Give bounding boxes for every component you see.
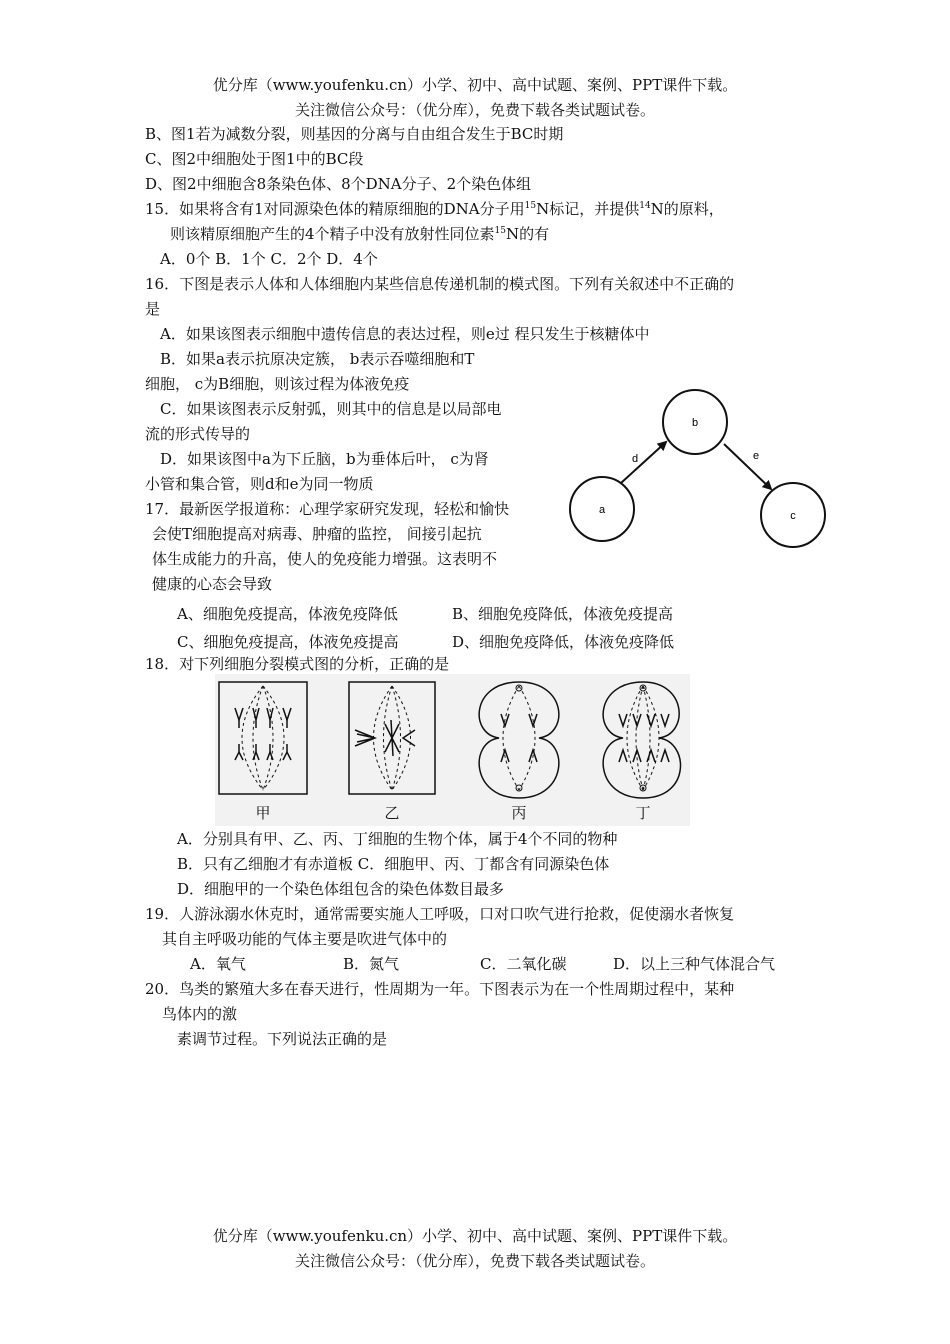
q18-option-a: A．分别具有甲、乙、丙、丁细胞的生物个体，属于4个不同的物种 (177, 830, 618, 848)
q19-stem-line-1: 19．人游泳溺水休克时，通常需要实施人工呼吸，口对口吹气进行抢救，促使溺水者恢复 (145, 905, 735, 923)
q17-option-b: B、细胞免疫降低，体液免疫提高 (452, 605, 674, 623)
header-line-2: 关注微信公众号：（优分库），免费下载各类试题试卷。 (294, 101, 655, 119)
q19-option-a: A．氧气 (190, 955, 246, 973)
footer-line-1: 优分库（www.youfenku.cn）小学、初中、高中试题、案例、PPT课件下载。 (212, 1227, 738, 1245)
label-e: e (752, 450, 760, 462)
q16-option-b-line-2: 细胞， c为B细胞，则该过程为体液免疫 (145, 375, 410, 393)
q17-stem-line-4: 健康的心态会导致 (152, 575, 273, 593)
q18-option-bc: B．只有乙细胞才有赤道板 C．细胞甲、丙、丁都含有同源染色体 (177, 855, 610, 873)
q16-option-c-line-1: C．如果该图表示反射弧，则其中的信息是以局部电 (160, 400, 502, 418)
q16-option-d-line-1: D．如果该图中a为下丘脑，b为垂体后叶， c为肾 (160, 450, 489, 468)
footer-line-2: 关注微信公众号：（优分库），免费下载各类试题试卷。 (294, 1252, 655, 1270)
arrow-d (621, 442, 666, 483)
q18-stem: 18．对下列细胞分裂模式图的分析，正确的是 (145, 655, 450, 673)
label-d: d (631, 453, 639, 465)
q18-option-d: D．细胞甲的一个染色体组包含的染色体数目最多 (177, 880, 505, 898)
q16-option-d-line-2: 小管和集合管，则d和e为同一物质 (145, 475, 374, 493)
arrow-e (724, 444, 771, 489)
q15-stem-line-2: 则该精原细胞产生的4个精子中没有放射性同位素$^{15}$N的有 (170, 225, 550, 243)
q17-stem-line-3: 体生成能力的升高，使人的免疫能力增强。这表明不 (152, 550, 498, 568)
q17-option-d: D、细胞免疫降低，体液免疫降低 (452, 633, 675, 651)
q17-option-c: C、细胞免疫提高，体液免疫提高 (177, 633, 399, 651)
q16-stem-line-2: 是 (145, 300, 161, 318)
q20-stem-line-2: 鸟体内的激 (162, 1005, 238, 1023)
q20-stem-line-1: 20．鸟类的繁殖大多在春天进行，性周期为一年。下图表示为在一个性周期过程中，某种 (145, 980, 735, 998)
q14-option-c: C、图2中细胞处于图1中的BC段 (145, 150, 364, 168)
q20-stem-line-3: 素调节过程。下列说法正确的是 (177, 1030, 388, 1048)
signal-transmission-diagram (560, 382, 840, 562)
q15-stem-line-1: 15．如果将含有1对同源染色体的精原细胞的DNA分子用$^{15}$N标记，并提供$^{14}$N的原料， (145, 200, 724, 218)
q17-stem-line-2: 会使T细胞提高对病毒、肿瘤的监控， 间接引起抗 (152, 525, 482, 543)
cell-ding (603, 682, 680, 798)
q19-stem-line-2: 其自主呼吸功能的气体主要是吹进气体中的 (162, 930, 448, 948)
caption-ding: 丁 (635, 804, 651, 822)
caption-bing: 丙 (511, 804, 527, 822)
cell-jia (219, 682, 307, 794)
q19-option-d: D．以上三种气体混合气 (613, 955, 776, 973)
q14-option-b: B、图1若为减数分裂，则基因的分离与自由组合发生于BC时期 (145, 125, 564, 143)
label-c: c (790, 510, 796, 522)
cell-yi (349, 682, 435, 794)
header-line-1: 优分库（www.youfenku.cn）小学、初中、高中试题、案例、PPT课件下载。 (212, 76, 738, 94)
label-b: b (691, 417, 699, 429)
q15-options: A．0个 B．1个 C．2个 D．4个 (160, 250, 378, 268)
q16-option-a: A．如果该图表示细胞中遗传信息的表达过程，则e过 程只发生于核糖体中 (160, 325, 650, 343)
caption-jia: 甲 (255, 804, 271, 822)
q17-option-a: A、细胞免疫提高，体液免疫降低 (177, 605, 398, 623)
q19-option-b: B．氮气 (343, 955, 400, 973)
cell-division-figure (215, 674, 690, 826)
q17-stem-line-1: 17．最新医学报道称：心理学家研究发现，轻松和愉快 (145, 500, 510, 518)
q16-stem-line-1: 16．下图是表示人体和人体细胞内某些信息传递机制的模式图。下列有关叙述中不正确的 (145, 275, 735, 293)
q16-option-c-line-2: 流的形式传导的 (145, 425, 251, 443)
caption-yi: 乙 (384, 804, 400, 822)
q16-option-b-line-1: B．如果a表示抗原决定簇， b表示吞噬细胞和T (160, 350, 475, 368)
q14-option-d: D、图2中细胞含8条染色体、8个DNA分子、2个染色体组 (145, 175, 532, 193)
label-a: a (598, 504, 606, 516)
cell-bing (479, 682, 559, 798)
q19-option-c: C．二氧化碳 (480, 955, 567, 973)
